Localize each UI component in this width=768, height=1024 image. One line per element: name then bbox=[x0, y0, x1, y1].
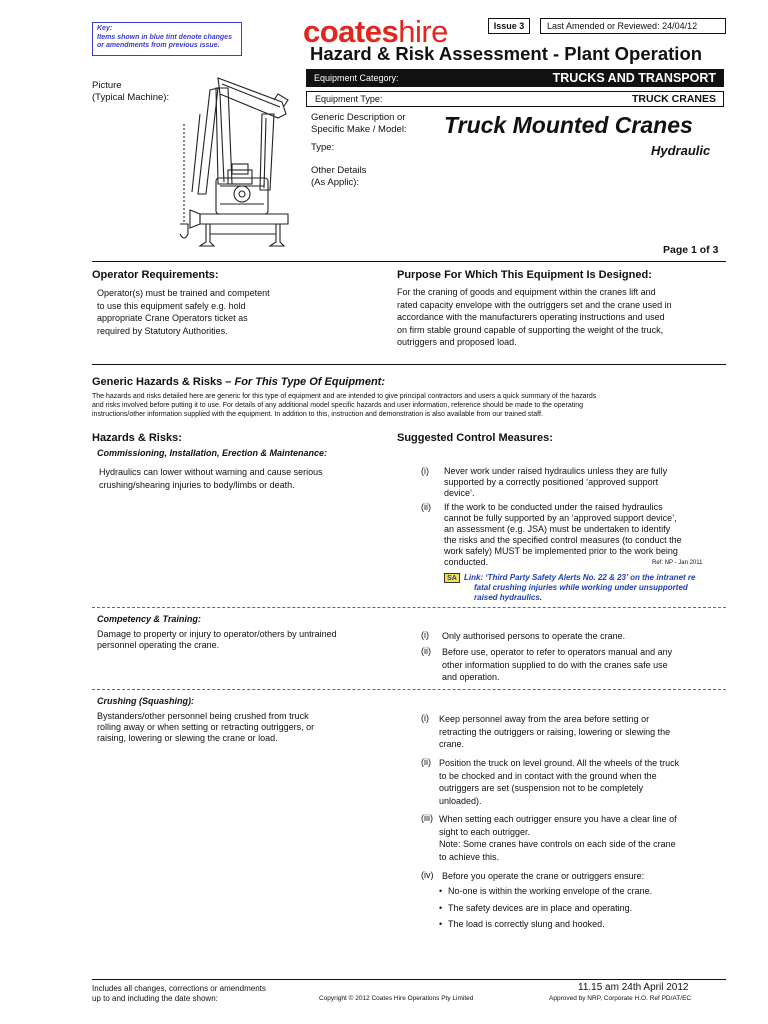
item-number: (iii) bbox=[421, 813, 433, 823]
safety-alert-badge: SA bbox=[444, 573, 460, 583]
bullet-item: • The safety devices are in place and operating. bbox=[439, 902, 633, 913]
equipment-category-value: TRUCKS AND TRANSPORT bbox=[552, 71, 716, 85]
control-item bbox=[444, 466, 728, 499]
generic-label-2: Specific Make / Model: bbox=[311, 124, 407, 135]
section-title: Commissioning, Installation, Erection & Maintenance: bbox=[97, 448, 328, 458]
control-item bbox=[444, 502, 728, 568]
document-title: Hazard & Risk Assessment - Plant Operation bbox=[310, 43, 703, 64]
control-line: Before you operate the crane or outriggers ensure: bbox=[442, 871, 645, 881]
item-number: (i) bbox=[421, 630, 429, 640]
issue-badge: Issue 3 bbox=[488, 18, 530, 34]
approval-note: Approved by NRP, Corporate H.O. Ref PD/AT/EC bbox=[549, 995, 692, 1002]
generic-hazards-text bbox=[92, 392, 732, 419]
hazard-text bbox=[97, 629, 377, 651]
control-item bbox=[439, 713, 729, 751]
equipment-category-row bbox=[306, 69, 724, 87]
generic-line: instructions/other information supplied with the equipment. In addition to this, instruction and demonstration is also available from our trained staff. bbox=[92, 411, 543, 418]
control-line: Before use, operator to refer to operators manual and any bbox=[442, 647, 673, 657]
footer-note-line: up to and including the date shown: bbox=[92, 994, 218, 1003]
control-item bbox=[442, 646, 728, 684]
purpose-heading: Purpose For Which This Equipment Is Designed: bbox=[397, 269, 652, 281]
generic-description-label bbox=[311, 112, 407, 136]
generic-hazards-heading-b: For This Type Of Equipment: bbox=[234, 376, 386, 388]
operator-line: required by Statutory Authorities. bbox=[97, 325, 228, 336]
key-text-1: Items shown in blue tint denote changes bbox=[97, 33, 232, 41]
section-title: Crushing (Squashing): bbox=[97, 696, 194, 706]
item-number: (i) bbox=[421, 466, 429, 476]
key-text-2: or amendments from previous issue. bbox=[97, 42, 220, 49]
operator-heading: Operator Requirements: bbox=[92, 269, 219, 281]
type-label: Type: bbox=[311, 142, 335, 153]
crane-illustration bbox=[170, 74, 300, 264]
safety-alert-link[interactable] bbox=[464, 573, 724, 603]
hazard-line: Damage to property or injury to operator/others by untrained bbox=[97, 629, 337, 639]
section-divider bbox=[92, 607, 726, 608]
control-line: cannot be fully supported by an ‘approved support device’, bbox=[444, 513, 677, 523]
amended-date: Last Amended or Reviewed: 24/04/12 bbox=[540, 18, 726, 34]
control-line: Never work under raised hydraulics unless they are fully bbox=[444, 466, 668, 476]
logo-part-2: hire bbox=[398, 14, 448, 49]
bullet-text: The load is correctly slung and hooked. bbox=[448, 919, 605, 929]
copyright: Copyright © 2012 Coates Hire Operations Pty Limited bbox=[319, 995, 474, 1002]
operator-line: to use this equipment safely e.g. hold bbox=[97, 300, 246, 311]
hazard-text bbox=[97, 711, 377, 744]
control-line: crane. bbox=[439, 739, 465, 749]
bullet-item: • The load is correctly slung and hooked. bbox=[439, 919, 605, 929]
purpose-line: rated capacity envelope with the outriggers set and the crane used in bbox=[397, 299, 672, 310]
hazard-line: raising, lowering or slewing the crane or load. bbox=[97, 733, 278, 743]
operator-text bbox=[97, 287, 317, 337]
item-number: (ii) bbox=[421, 757, 431, 767]
control-line: Position the truck on level ground. All the wheels of the truck bbox=[439, 758, 680, 768]
divider bbox=[92, 261, 726, 262]
divider bbox=[92, 364, 726, 365]
control-line: the risks and the specified control measures (to conduct the bbox=[444, 535, 682, 545]
control-line: device’. bbox=[444, 488, 475, 498]
sa-link-line: fatal crushing injuries while working under unsupported bbox=[474, 583, 688, 592]
section-divider bbox=[92, 689, 726, 690]
picture-label-2: (Typical Machine): bbox=[92, 91, 170, 103]
bullet-list bbox=[439, 885, 729, 931]
control-line: an assessment (e.g. JSA) must be undertaken to identify bbox=[444, 524, 671, 534]
purpose-line: For the craning of goods and equipment within the cranes lift and bbox=[397, 287, 656, 297]
purpose-text bbox=[397, 286, 727, 349]
equipment-name: Truck Mounted Cranes bbox=[444, 112, 693, 138]
item-number: (iv) bbox=[421, 870, 434, 880]
generic-line: The hazards and risks detailed here are generic for this type of equipment and are intended to give principal contractors and users a quick summary of the hazards bbox=[92, 393, 597, 400]
control-line: Note: Some cranes have controls on each side of the crane bbox=[439, 839, 676, 849]
equipment-type-row bbox=[306, 91, 724, 107]
control-line: sight to each outrigger. bbox=[439, 826, 531, 837]
control-line: When setting each outrigger ensure you have a clear line of bbox=[439, 814, 677, 824]
hazard-line: personnel operating the crane. bbox=[97, 640, 220, 650]
other-label-1: Other Details bbox=[311, 165, 367, 176]
control-line: unloaded). bbox=[439, 795, 482, 806]
other-label-2: (As Applic): bbox=[311, 177, 360, 188]
controls-heading: Suggested Control Measures: bbox=[397, 432, 553, 444]
control-line: and operation. bbox=[442, 672, 500, 682]
purpose-line: accordance with the manufacturers operating instructions and used bbox=[397, 312, 665, 322]
other-details-label bbox=[311, 165, 366, 189]
control-line: conducted. bbox=[444, 557, 489, 567]
control-line: other information supplied to do with the cranes safe use bbox=[442, 659, 668, 670]
control-item bbox=[439, 813, 729, 863]
control-item bbox=[442, 630, 728, 643]
control-line: Keep personnel away from the area before setting or bbox=[439, 714, 650, 724]
hazard-line: rolling away or when setting or retracting outriggers, or bbox=[97, 722, 315, 732]
bullet-text: No-one is within the working envelope of the crane. bbox=[448, 886, 653, 896]
hazard-line: crushing/shearing injuries to body/limbs or death. bbox=[99, 479, 295, 490]
footer-datetime: 11.15 am 24th April 2012 bbox=[578, 982, 689, 993]
bullet-text: The safety devices are in place and operating. bbox=[448, 902, 633, 913]
footer-note-line: Includes all changes, corrections or amendments bbox=[92, 984, 266, 993]
control-line: If the work to be conducted under the raised hydraulics bbox=[444, 502, 663, 512]
sa-link-line: raised hydraulics. bbox=[474, 593, 543, 602]
page-number: Page 1 of 3 bbox=[663, 244, 719, 256]
control-line: work safely) MUST be implemented prior to the work being bbox=[444, 546, 678, 556]
control-line: supported by a correctly positioned ‘approved support bbox=[444, 477, 659, 487]
picture-label bbox=[92, 80, 169, 103]
equipment-type-label: Equipment Type: bbox=[315, 94, 383, 104]
item-number: (ii) bbox=[421, 502, 431, 512]
hazard-line: Hydraulics can lower without warning and cause serious bbox=[99, 467, 323, 477]
equipment-subtype: Hydraulic bbox=[651, 143, 711, 158]
equipment-category-label: Equipment Category: bbox=[314, 73, 399, 83]
control-line: Only authorised persons to operate the crane. bbox=[442, 631, 626, 641]
hazards-heading: Hazards & Risks: bbox=[92, 432, 182, 444]
purpose-line: on firm stable ground capable of supporting the weight of the truck, bbox=[397, 324, 664, 335]
control-item bbox=[442, 870, 732, 883]
hazard-line: Bystanders/other personnel being crushed from truck bbox=[97, 711, 309, 721]
operator-line: Operator(s) must be trained and competent bbox=[97, 288, 270, 298]
item-number: (i) bbox=[421, 713, 429, 723]
footer-note bbox=[92, 984, 266, 1004]
key-title: Key: bbox=[97, 25, 113, 32]
purpose-line: outriggers and proposed load. bbox=[397, 337, 517, 347]
picture-label-1: Picture bbox=[92, 80, 122, 91]
hazard-text bbox=[99, 466, 369, 491]
logo-part-1: coates bbox=[303, 14, 399, 49]
footer-divider bbox=[92, 979, 726, 980]
reference-note: Ref: NP - Jan 2011 bbox=[652, 560, 703, 566]
control-line: to be chocked and in contact with the ground when the bbox=[439, 770, 657, 781]
sa-link-line: Link: ‘Third Party Safety Alerts No. 22 & 23’ on the intranet re bbox=[464, 573, 696, 582]
control-line: to achieve this. bbox=[439, 851, 500, 862]
section-title: Competency & Training: bbox=[97, 614, 201, 624]
generic-hazards-heading-a: Generic Hazards & Risks – bbox=[92, 376, 235, 388]
key-box bbox=[92, 22, 242, 56]
operator-line: appropriate Crane Operators ticket as bbox=[97, 313, 248, 323]
equipment-type-value: TRUCK CRANES bbox=[632, 93, 716, 105]
control-line: outriggers are set (suspension not to be completely bbox=[439, 783, 644, 793]
generic-line: and risks involved before putting it to use. For details of any additional model specific hazards and user information, reference should be made to the operating bbox=[92, 402, 584, 409]
control-item bbox=[439, 757, 729, 807]
generic-label-1: Generic Description or bbox=[311, 112, 406, 123]
control-line: retracting the outriggers or raising, lowering or slewing the bbox=[439, 726, 671, 737]
item-number: (ii) bbox=[421, 646, 431, 656]
generic-hazards-heading bbox=[92, 376, 385, 388]
bullet-item: • No-one is within the working envelope of the crane. bbox=[439, 886, 653, 896]
